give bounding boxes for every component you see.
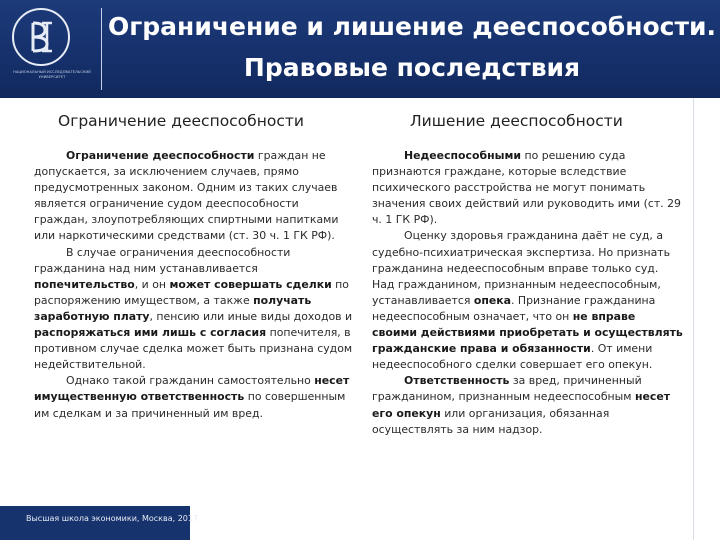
paragraph-text: Оценку здоровья гражданина даёт не суд, а судебно-психиатрическая экспертиза. Но признать гражданина недееспособным вправе только суд. Над гражданином, признанным недееспособным, устанавливается — [372, 229, 671, 307]
paragraph-text: за вред, причиненный гражданином, признанным недееспособным — [372, 374, 642, 404]
paragraph-text: , и он — [134, 277, 170, 291]
paragraph-text: по распоряжению имуществом, а также — [34, 277, 349, 307]
right-paragraph-3 — [372, 373, 684, 437]
right-paragraph-2 — [372, 228, 684, 373]
bold-term: несет имущественную ответственность — [34, 374, 350, 404]
bold-term: несет его опекун — [372, 390, 671, 420]
title-line-2: Правовые последствия — [243, 53, 581, 82]
paragraph-text: . От имени недееспособного сделки совершает его опекун. — [372, 342, 653, 372]
footer-bar — [0, 506, 190, 540]
paragraph-text: попечителя, в противном случае сделка может быть признана судом недействительной. — [34, 326, 353, 372]
bold-term: получать заработную плату — [34, 293, 312, 323]
paragraph-text: по решению суда признаются граждане, которые вследствие психического расстройства не могут понимать значения своих действий или руководить ими (ст. 29 ч. 1 ГК РФ). — [372, 149, 681, 227]
hse-logo — [0, 0, 100, 98]
logo-caption: НАЦИОНАЛЬНЫЙ ИССЛЕДОВАТЕЛЬСКИЙ УНИВЕРСИТЕТ — [13, 70, 91, 79]
left-paragraph-2 — [34, 245, 354, 374]
bold-term: попечительство — [34, 277, 135, 291]
bold-term: распоряжаться ими лишь с согласия — [34, 326, 267, 340]
paragraph-text: или организация, обязанная осуществлять за ним надзор. — [372, 406, 610, 436]
hse-logo-emblem-icon — [12, 8, 70, 66]
paragraph-text: Однако такой гражданин самостоятельно — [66, 374, 315, 388]
paragraph-text: по совершенным им сделкам и за причиненный им вред. — [34, 390, 346, 420]
page-title — [104, 6, 720, 88]
header-bar — [0, 0, 720, 98]
header-divider — [101, 8, 102, 90]
bold-term: Ограничение дееспособности — [66, 149, 255, 162]
right-column-heading: Лишение дееспособности — [410, 112, 623, 130]
bold-term: Недееспособными — [404, 149, 521, 162]
bold-term: опека — [473, 293, 511, 307]
bold-term: Ответственность — [404, 374, 510, 388]
left-column-heading: Ограничение дееспособности — [58, 112, 304, 130]
title-line-1: Ограничение и лишение дееспособности. — [107, 12, 717, 41]
paragraph-text: граждан не допускается, за исключением случаев, прямо предусмотренных законом. Одним из таких случаев является ограничение судом дееспособности граждан, злоупотребляющих спиртными напитками или наркотическими средствами (ст. 30 ч. 1 ГК РФ). — [34, 149, 339, 243]
left-paragraph-1 — [34, 148, 354, 245]
right-paragraph-1 — [372, 148, 684, 228]
right-column-text — [372, 148, 684, 438]
bold-term: не вправе своими действиями приобретать и осуществлять гражданские права и обязанности — [372, 309, 683, 356]
paragraph-text: . Признание гражданина недееспособным означает, что он — [372, 293, 656, 323]
paragraph-text: В случае ограничения дееспособности гражданина над ним устанавливается — [34, 245, 291, 275]
bold-term: может совершать сделки — [169, 277, 332, 291]
left-column-text — [34, 148, 354, 422]
right-edge-divider — [693, 98, 694, 540]
footer-text: Высшая школа экономики, Москва, 2017 — [26, 514, 199, 523]
paragraph-text: , пенсию или иные виды доходов и — [149, 309, 353, 323]
left-paragraph-3 — [34, 373, 354, 421]
